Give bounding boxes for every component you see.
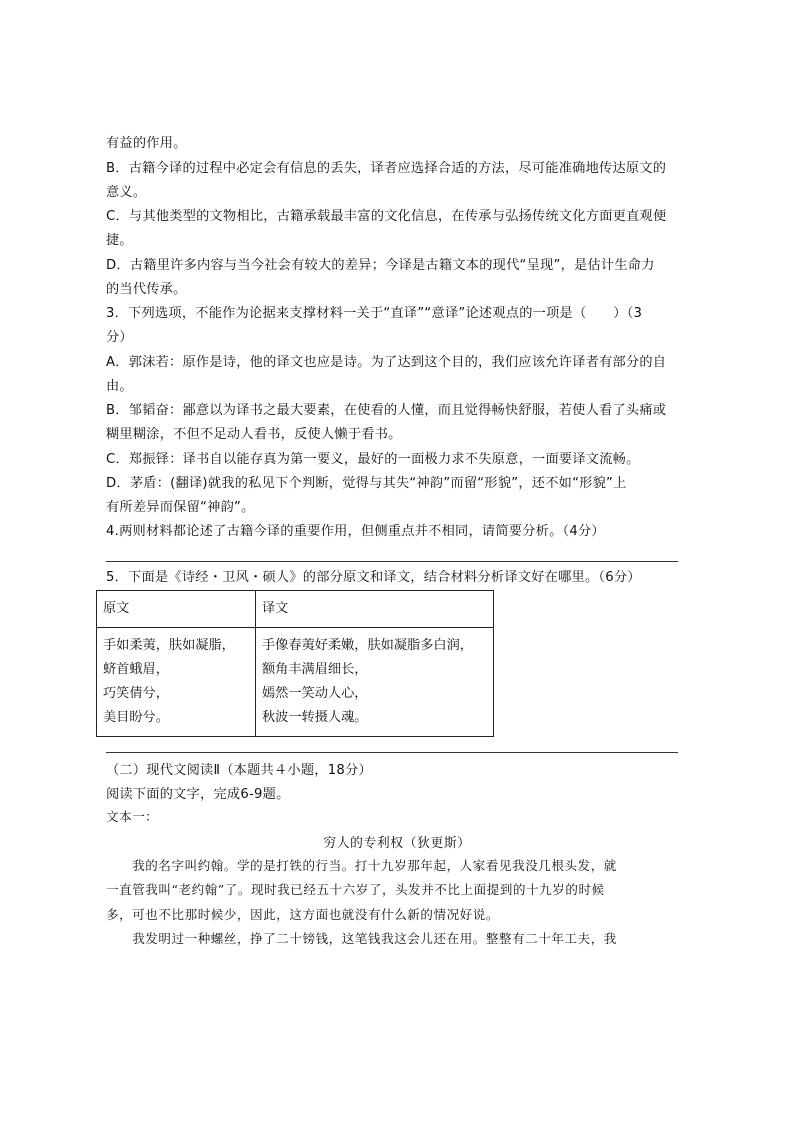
question-5: 5．下面是《诗经・卫风・硕人》的部分原文和译文，结合材料分析译文好在哪里。（6分） (106, 570, 641, 585)
article-paragraph-line: 我的名字叫约翰。学的是打铁的行当。打十九岁那年起，人家看见我没几根头发，就 (106, 858, 617, 873)
question-4: 4.两则材料都论述了古籍今译的重要作用，但侧重点并不相同，请简要分析。（4分） (106, 524, 605, 539)
translation-line: 手像春荑好柔嫩，肤如凝脂多白润， (262, 638, 473, 653)
option-d-line: D．茅盾：(翻译)就我的私见下个判断，觉得与其失“神韵”而留“形貌”，还不如“形貌”上 (106, 476, 627, 491)
article-paragraph-line: 我发明过一种螺丝，挣了二十镑钱，这笔钱我这会儿还在用。整整有二十年工夫，我 (106, 931, 617, 946)
option-line: 糊里糊涂，不但不足动人看书，反使人懒于看书。 (106, 427, 402, 442)
option-line: 有益的作用。 (106, 136, 187, 151)
option-line: 捷。 (106, 233, 133, 248)
option-line: 有所差异而保留“神韵”。 (106, 500, 255, 515)
section-instruction: 阅读下面的文字，完成6-9题。 (106, 787, 290, 802)
translation-line: 嫣然一笑动人心， (262, 686, 368, 701)
table-header-translation: 译文 (256, 591, 494, 628)
section-heading: （二）现代文阅读Ⅱ（本题共４小题，18分） (106, 763, 372, 778)
answer-line (106, 561, 678, 562)
comparison-table (96, 590, 494, 737)
option-b-line: B．邹韬奋：鄙意以为译书之最大要素，在使看的人懂，而且觉得畅快舒服，若使人看了头痛或 (106, 403, 667, 418)
text-label: 文本一： (106, 809, 159, 824)
option-b-line: B．古籍今译的过程中必定会有信息的丢失，译者应选择合适的方法，尽可能准确地传达原文的 (106, 161, 667, 176)
translation-line: 秋波一转摄人魂。 (262, 710, 368, 725)
option-c-line: C．郑振铎：译书自以能存真为第一要义，最好的一面极力求不失原意，一面要译文流畅。 (106, 452, 640, 467)
option-d-line: D．古籍里许多内容与当今社会有较大的差异；今译是古籍文本的现代“呈现”，是估计生命力 (106, 258, 655, 273)
original-line: 美目盼兮。 (103, 710, 169, 725)
original-text-cell (97, 628, 256, 737)
original-line: 手如柔荑，肤如凝脂， (103, 638, 235, 653)
question-3-stem-cont: 分） (106, 330, 133, 345)
option-line: 由。 (106, 379, 133, 394)
article-paragraph-line: 多，可也不比那时候少，因此，这方面也就没有什么新的情况好说。 (106, 907, 500, 922)
table-header-original: 原文 (97, 591, 256, 628)
translation-text-cell (256, 628, 494, 737)
option-c-line: C．与其他类型的文物相比，古籍承载最丰富的文化信息，在传承与弘扬传统文化方面更直观便 (106, 209, 667, 224)
translation-line: 额角丰满眉细长， (262, 662, 368, 677)
answer-line (106, 752, 678, 753)
option-a-line: A．郭沫若：原作是诗，他的译文也应是诗。为了达到这个目的，我们应该允许译者有部分的自 (106, 355, 667, 370)
option-line: 意义。 (106, 185, 147, 200)
original-line: 蛴首蛾眉， (103, 662, 169, 677)
original-line: 巧笑倩兮， (103, 686, 169, 701)
question-3-stem: 3．下列选项，不能作为论据来支撑材料一关于“直译”“意译”论述观点的一项是（ ）（3 (106, 306, 643, 321)
option-line: 的当代传承。 (106, 282, 187, 297)
article-paragraph-line: 一直管我叫“老约翰”了。现时我已经五十六岁了，头发并不比上面提到的十九岁的时候 (106, 882, 605, 897)
article-title: 穷人的专利权（狄更斯） (323, 836, 471, 851)
